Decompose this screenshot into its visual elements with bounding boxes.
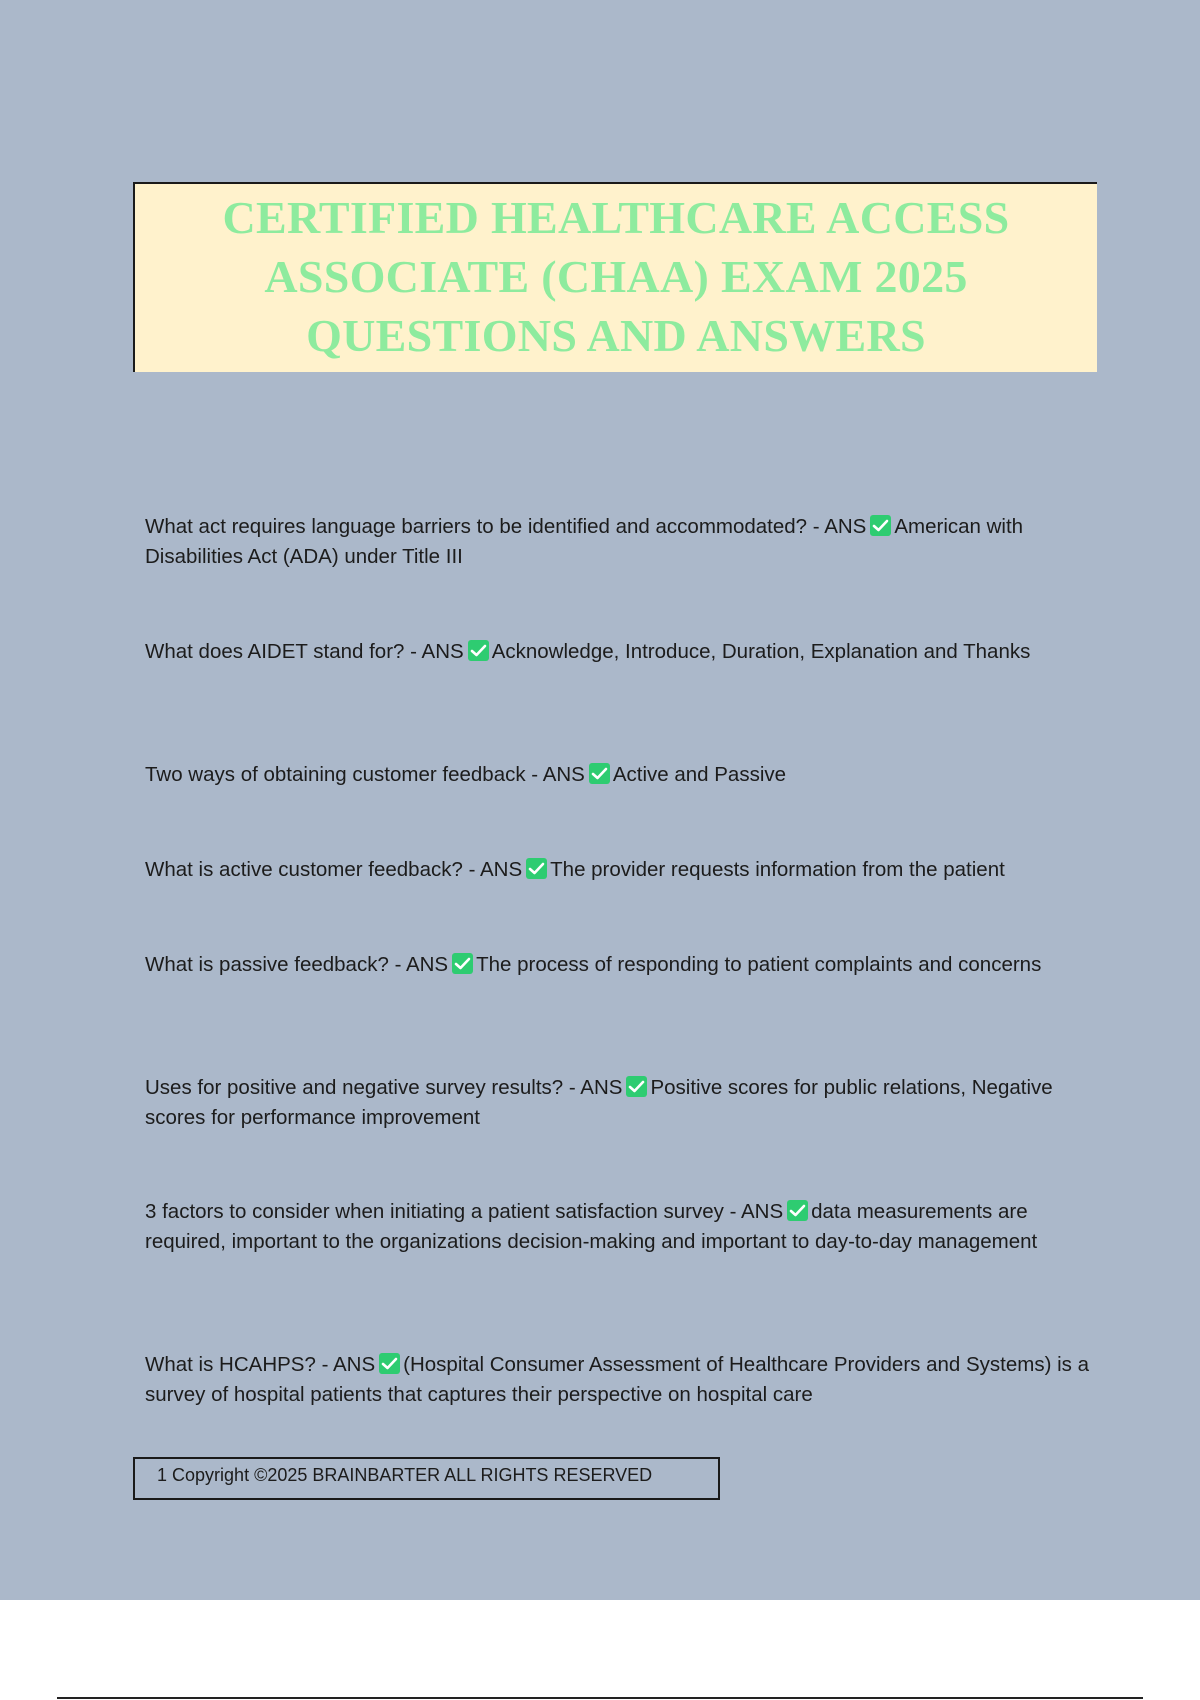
qa-item [145,760,1095,790]
qa-item [145,1073,1095,1133]
check-mark-icon [787,1200,808,1221]
qa-item [145,1197,1095,1257]
question-text: What is HCAHPS? [145,1353,316,1376]
check-mark-icon [589,763,610,784]
answer-text: Positive scores for public relations, Negative scores for performance improvement [145,1076,1053,1129]
check-mark-icon [870,515,891,536]
answer-marker: - ANS [394,953,449,976]
question-text: What act requires language barriers to be identified and accommodated? [145,515,808,538]
copyright-text: Copyright ©2025 BRAINBARTER ALL RIGHTS RESERVED [172,1465,653,1485]
page-number: 1 [157,1465,168,1485]
answer-text: data measurements are required, important to the organizations decision-making and important to day-to-day management [145,1200,1038,1253]
footer-copyright-box [133,1457,720,1500]
answer-text: The process of responding to patient complaints and concerns [476,953,1042,976]
qa-item [145,950,1095,980]
bottom-divider [57,1697,1143,1699]
question-text: Two ways of obtaining customer feedback [145,763,526,786]
check-mark-icon [379,1353,400,1374]
title-line-3: QUESTIONS AND ANSWERS [306,309,926,361]
title-banner [133,182,1097,372]
check-mark-icon [526,858,547,879]
answer-text: The provider requests information from the patient [550,858,1005,881]
answer-marker: - ANS [568,1076,623,1099]
question-text: Uses for positive and negative survey results? [145,1076,564,1099]
question-text: What does AIDET stand for? [145,640,405,663]
title-line-2: ASSOCIATE (CHAA) EXAM 2025 [264,250,968,302]
answer-text: American with Disabilities Act (ADA) under Title III [145,515,1024,568]
qa-item [145,855,1095,885]
qa-item [145,512,1095,572]
title-line-1: CERTIFIED HEALTHCARE ACCESS [222,191,1010,243]
answer-marker: - ANS [321,1353,376,1376]
check-mark-icon [468,640,489,661]
qa-item [145,1350,1095,1410]
answer-marker: - ANS [729,1200,784,1223]
answer-marker: - ANS [410,640,464,663]
answer-text: Active and Passive [612,763,787,786]
check-mark-icon [626,1076,647,1097]
question-text: What is active customer feedback? [145,858,463,881]
question-text: What is passive feedback? [145,953,389,976]
check-mark-icon [452,953,473,974]
answer-text: (Hospital Consumer Assessment of Healthcare Providers and Systems) is a survey of hospital patients that captures their perspective on hospital care [145,1353,1090,1406]
qa-item [145,637,1095,667]
answer-marker: - ANS [812,515,867,538]
answer-marker: - ANS [468,858,523,881]
answer-text: Acknowledge, Introduce, Duration, Explanation and Thanks [491,640,1031,663]
answer-marker: - ANS [531,763,585,786]
question-text: 3 factors to consider when initiating a patient satisfaction survey [145,1200,724,1223]
